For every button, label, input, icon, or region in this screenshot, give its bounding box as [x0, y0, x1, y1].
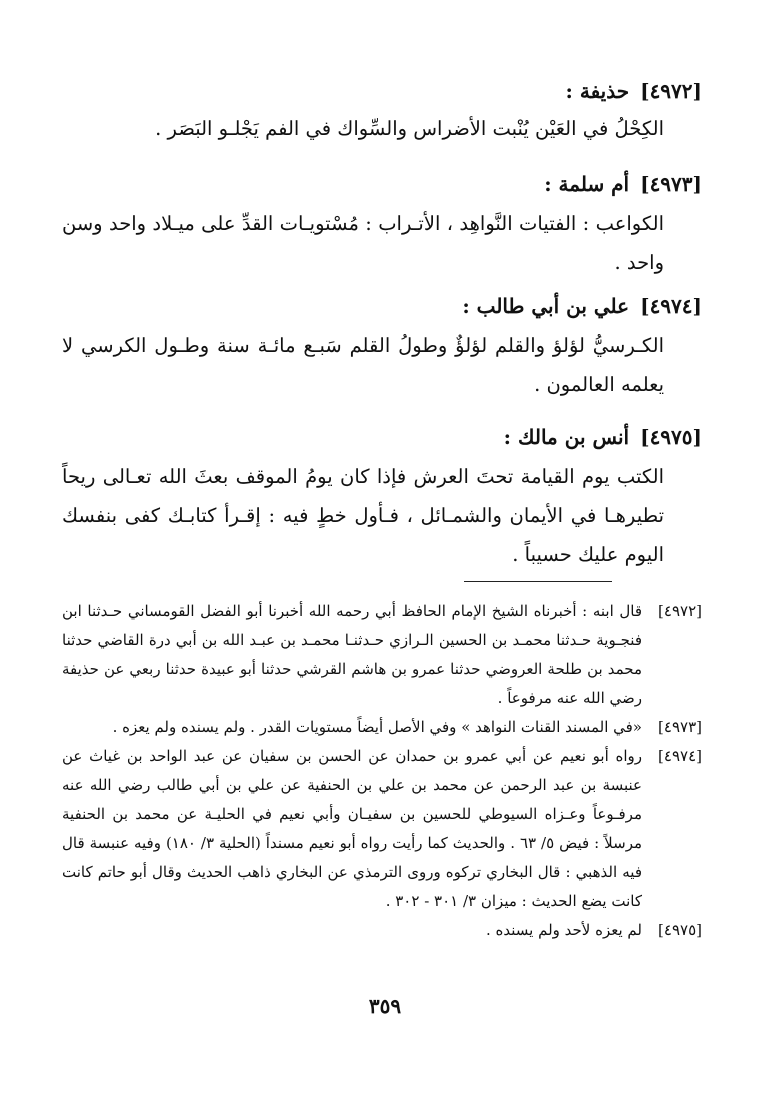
entry-heading [62, 291, 702, 321]
entry-text: الكتب يوم القيامة تحتَ العرش فإذا كان يومُ الموقف بعثَ الله تعـالى ريحاً تطيرهـا في الأيمان والشمـائل ، فـأول خطٍ فيه : إقـرأ كتابـك كفى بنفسك اليوم عليك حسيباً . [62, 465, 664, 566]
hadith-entry [62, 291, 702, 404]
entry-heading [62, 169, 702, 199]
hadith-entry [62, 76, 702, 148]
entry-number: [٤٩٧٤] [640, 294, 702, 318]
entry-heading [62, 422, 702, 452]
entry-narrator: علي بن أبي طالب : [462, 294, 630, 318]
entry-number: [٤٩٧٢] [640, 79, 702, 103]
footnote-divider [464, 581, 612, 582]
entry-heading [62, 76, 702, 106]
footnote [62, 742, 702, 916]
entry-narrator: أم سلمة : [544, 172, 630, 196]
entry-text: الكواعب : الفتيات النَّواهِد ، الأتـراب : مُسْتويـات القدِّ على ميـلاد واحد وسن واحد . [62, 212, 664, 274]
entry-text: الكِحْلُ في العَيْن يُنْبت الأضراس والسِّواك في الفم يَجْلـو البَصَر . [155, 117, 664, 140]
entry-number: [٤٩٧٣] [640, 172, 702, 196]
hadith-entry [62, 169, 702, 282]
entry-number: [٤٩٧٥] [640, 425, 702, 449]
footnote [62, 597, 702, 713]
footnote-number: [٤٩٧٣] [658, 718, 702, 736]
hadith-entry [62, 422, 702, 574]
footnote-text: قال ابنه : أخبرناه الشيخ الإمام الحافظ أبي رحمه الله أخبرنا أبو الفضل القومساني حـدثنا ابن فنجـوية حـدثنا محمـد بن الحسين الـرازي حـدثنـا محمـد بن عبـد الله بن أبي درة القاضي حدثنا محمد بن طلحة العروضي حدثنا عمرو بن هاشم القرشي حدثنا أبو عبيدة حدثنا ربعي عن حذيفة رضي الله عنه مرفوعاً . [62, 602, 642, 707]
entry-narrator: أنس بن مالك : [503, 425, 630, 449]
footnote-text: رواه أبو نعيم عن أبي عمرو بن حمدان عن الحسن بن سفيان عن عبد الواحد بن غياث عن عنبسة بن عبد الرحمن عن محمد بن علي بن الحنفية عن علي بن أبي طالب رضي الله عنه مرفـوعاً وعـزاه السيوطي للحسين بن سفيـان وأبي نعيم في الحليـة عن محمد بن الحنفية مرسلاً : فيض ٥/ ٦٣ . والحديث كما رأيت رواه أبو نعيم مسنداً (الحلية ٣/ ١٨٠) وفيه عنبسة قال فيه الذهبي : قال البخاري تركوه وروى الترمذي عن البخاري ذاهب الحديث وقال أبو حاتم كانت كانت يضع الحديث : ميزان ٣/ ٣٠١ - ٣٠٢ . [62, 747, 643, 910]
footnotes-section [62, 597, 702, 945]
footnote-number: [٤٩٧٢] [658, 602, 702, 620]
footnote-number: [٤٩٧٥] [658, 921, 702, 939]
footnote [62, 713, 702, 742]
page-number: ٣٥٩ [368, 994, 402, 1018]
footnote-number: [٤٩٧٤] [658, 747, 702, 765]
footnote [62, 916, 702, 945]
entry-narrator: حذيفة : [565, 79, 630, 103]
footnote-text: «في المسند القنات النواهد » وفي الأصل أيضاً مستويات القدر . ولم يسنده ولم يعزه . [112, 718, 642, 736]
footnote-text: لم يعزه لأحد ولم يسنده . [485, 921, 642, 939]
entry-text: الكـرسيُّ لؤلؤ والقلم لؤلؤٌ وطولُ القلم سَبـع مائـة سنة وطـول الكرسي لا يعلمه العالمون . [62, 334, 664, 396]
